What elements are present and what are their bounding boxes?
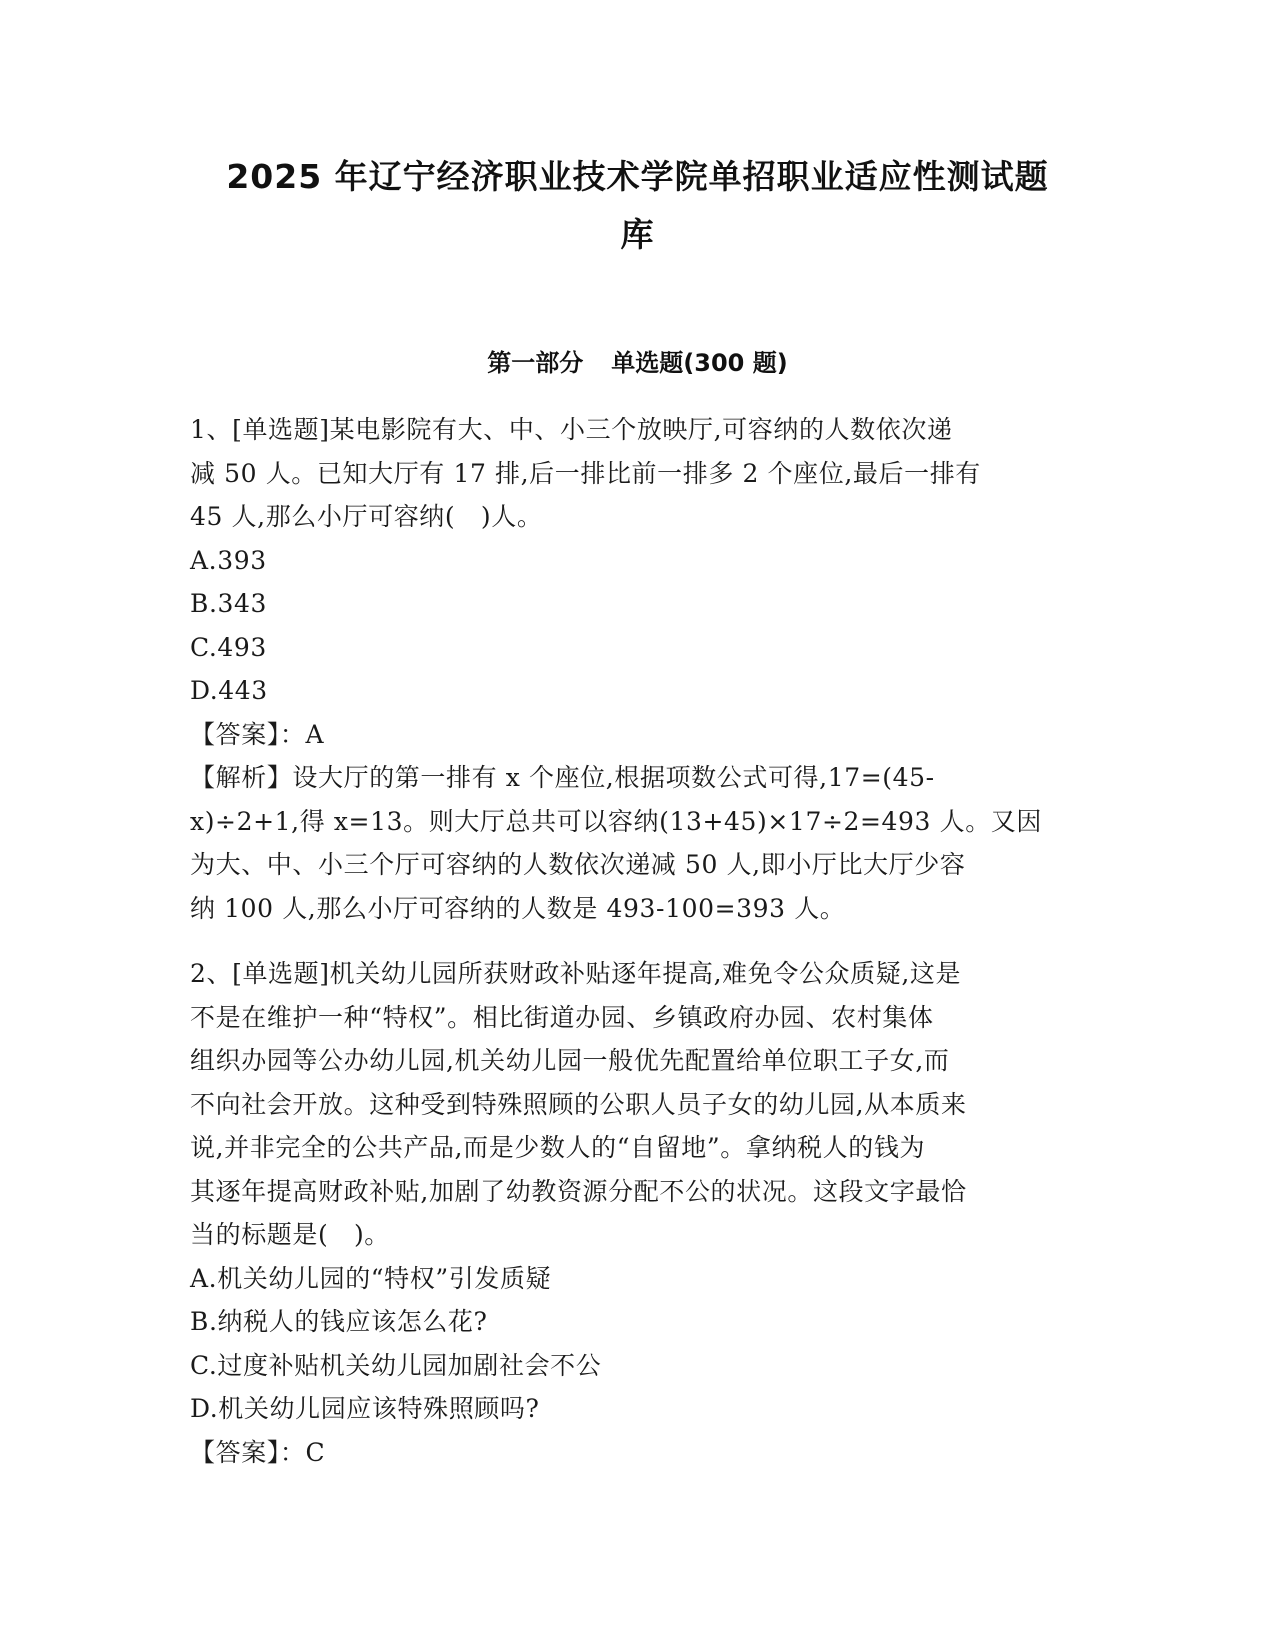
- question-stem-line: 1、[单选题]某电影院有大、中、小三个放映厅,可容纳的人数依次递: [190, 415, 953, 444]
- question-stem-line: 说,并非完全的公共产品,而是少数人的“自留地”。拿纳税人的钱为: [190, 1133, 926, 1162]
- question-stem-line: 当的标题是( )。: [190, 1220, 390, 1249]
- section-title: [180, 346, 1095, 380]
- question-stem-line: 组织办园等公办幼儿园,机关幼儿园一般优先配置给单位职工子女,而: [190, 1046, 950, 1075]
- option-d: D.443: [190, 676, 268, 705]
- analysis-line: 纳 100 人,那么小厅可容纳的人数是 493-100=393 人。: [190, 893, 846, 923]
- document-title: [180, 148, 1095, 264]
- answer-separator: ：: [279, 719, 306, 749]
- section-part: 第一部分: [487, 349, 584, 377]
- analysis-label: 【解析】: [190, 763, 293, 792]
- analysis-line: x)÷2+1,得 x=13。则大厅总共可以容纳(13+45)×17÷2=493 人。又因: [190, 806, 1043, 836]
- analysis-line: 为大、中、小三个厅可容纳的人数依次递减 50 人,即小厅比大厅少容: [190, 850, 966, 879]
- question-stem-line: 其逐年提高财政补贴,加剧了幼教资源分配不公的状况。这段文字最恰: [190, 1176, 967, 1206]
- option-c: C.过度补贴机关幼儿园加剧社会不公: [190, 1350, 602, 1380]
- option-d: D.机关幼儿园应该特殊照顾吗?: [190, 1394, 540, 1423]
- question-stem-line: 不是在维护一种“特权”。相比街道办园、乡镇政府办园、农村集体: [190, 1002, 934, 1032]
- analysis-line: [190, 756, 1085, 800]
- option-b: B.纳税人的钱应该怎么花?: [190, 1307, 488, 1336]
- answer-value: C: [305, 1437, 326, 1467]
- document-title-line-2: 库: [620, 215, 655, 254]
- question-1: [190, 408, 1085, 930]
- option-c: C.493: [190, 632, 267, 662]
- question-stem-line: 减 50 人。已知大厅有 17 排,后一排比前一排多 2 个座位,最后一排有: [190, 458, 981, 488]
- answer-line: [190, 1431, 1085, 1475]
- analysis-text: 设大厅的第一排有 x 个座位,根据项数公式可得,17=(45-: [292, 763, 935, 792]
- answer-label: 【答案】: [190, 719, 280, 749]
- section-name: 单选题(300 题): [611, 349, 788, 377]
- document-title-line-1: 2025 年辽宁经济职业技术学院单招职业适应性测试题: [226, 157, 1049, 196]
- question-stem-line: 2、[单选题]机关幼儿园所获财政补贴逐年提高,难免令公众质疑,这是: [190, 959, 962, 988]
- question-stem-line: 不向社会开放。这种受到特殊照顾的公职人员子女的幼儿园,从本质来: [190, 1089, 967, 1119]
- option-b: B.343: [190, 589, 268, 618]
- question-2: [190, 952, 1085, 1474]
- answer-separator: ：: [279, 1437, 306, 1467]
- answer-line: [190, 713, 1085, 757]
- answer-label: 【答案】: [190, 1437, 280, 1467]
- option-a: A.393: [190, 545, 267, 575]
- question-stem-line: 45 人,那么小厅可容纳( )人。: [190, 502, 543, 531]
- answer-value: A: [305, 719, 325, 749]
- option-a: A.机关幼儿园的“特权”引发质疑: [190, 1263, 552, 1293]
